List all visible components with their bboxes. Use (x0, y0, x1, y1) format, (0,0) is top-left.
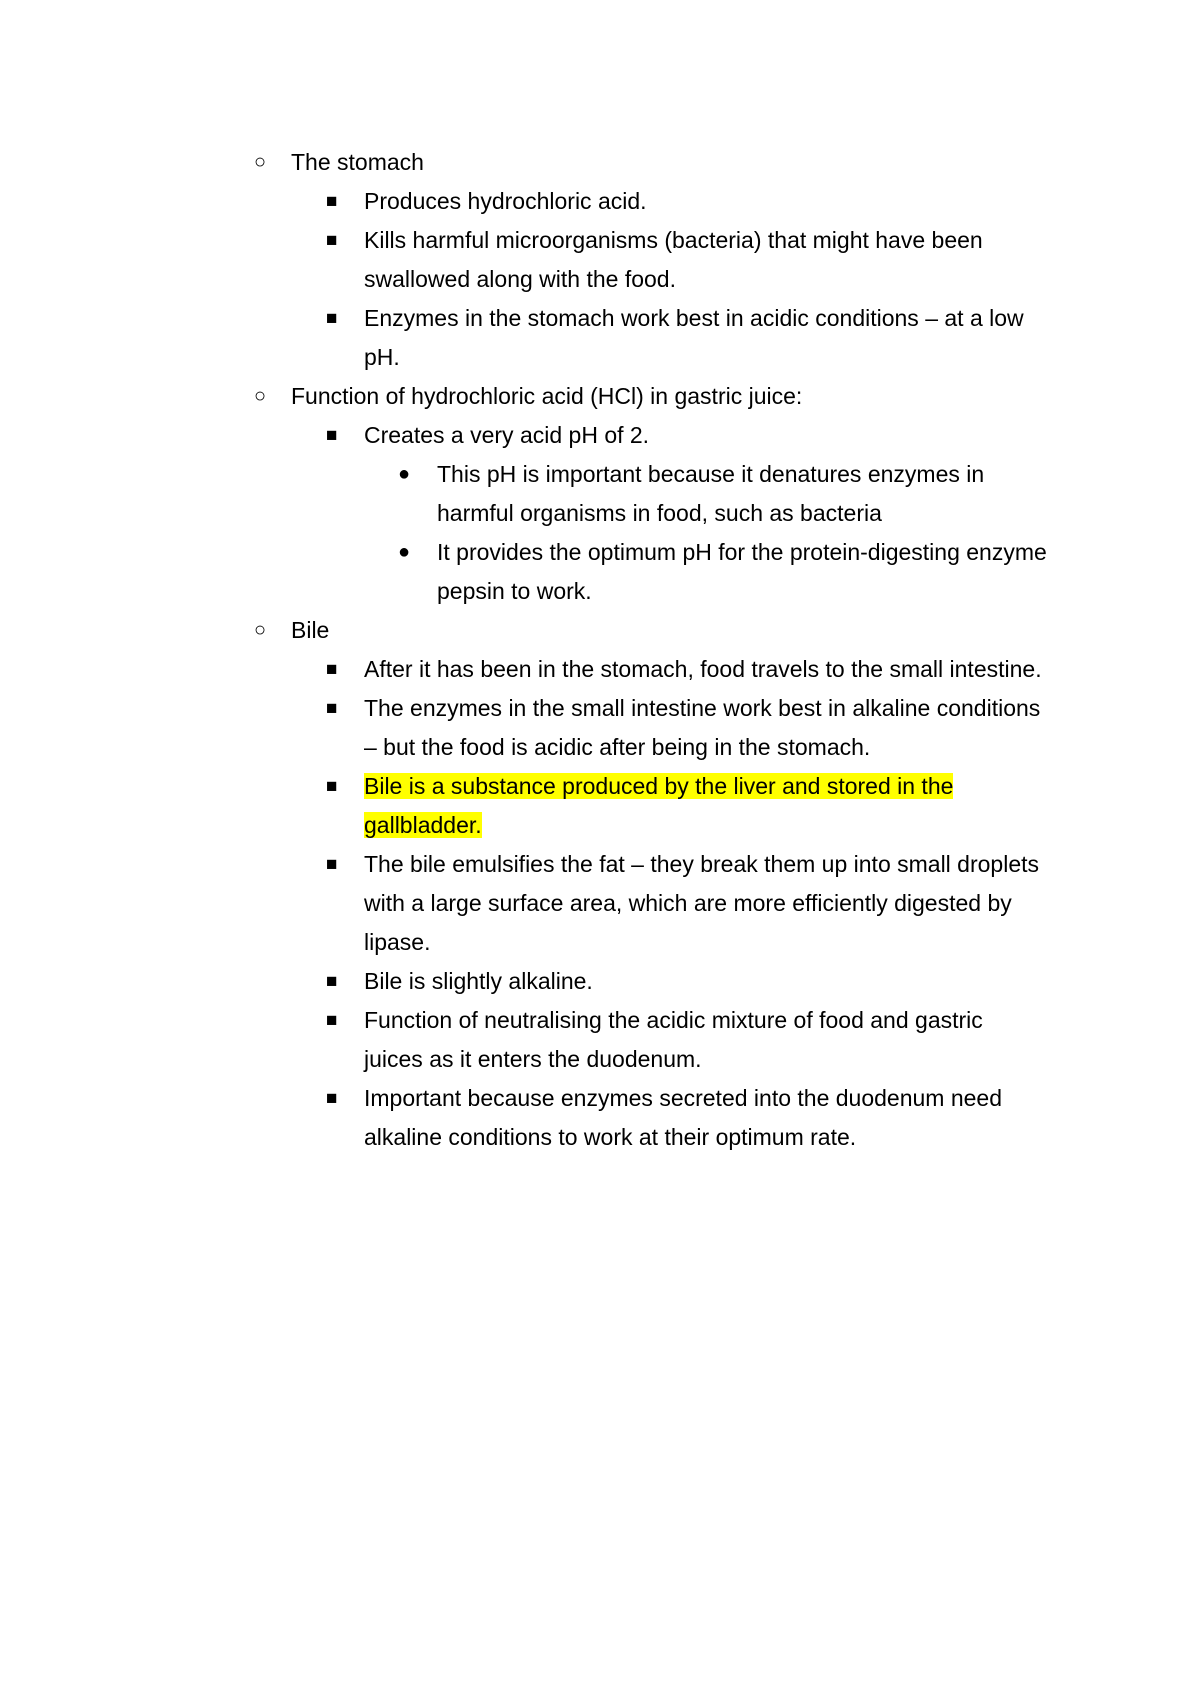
square-bullet-icon: ■ (326, 659, 338, 680)
list-item-text: The bile emulsifies the fat – they break them up into small droplets with a large surface area, which are more efficiently digested by lipase. (364, 851, 1040, 955)
list-item-highlighted (0, 767, 1044, 845)
list-item (0, 221, 1044, 299)
list-item (0, 182, 1044, 221)
list-item (0, 299, 1044, 377)
square-bullet-icon: ■ (326, 854, 338, 875)
list-item-text: Creates a very acid pH of 2. (364, 422, 650, 448)
square-bullet-icon: ■ (326, 971, 338, 992)
section-heading-hcl (0, 377, 1031, 416)
list-item (0, 962, 1044, 1001)
square-bullet-icon: ■ (326, 1088, 338, 1109)
square-bullet-icon: ■ (326, 1010, 338, 1031)
notes-list (0, 143, 1200, 1157)
list-item-text: Enzymes in the stomach work best in acidic conditions – at a low pH. (364, 305, 1024, 370)
list-item-text: Bile is slightly alkaline. (364, 968, 593, 994)
list-item-text: Function of neutralising the acidic mixture of food and gastric juices as it enters the duodenum. (364, 1007, 983, 1072)
section-heading-bile (0, 611, 1031, 650)
list-item-text: Important because enzymes secreted into the duodenum need alkaline conditions to work at their optimum rate. (364, 1085, 1003, 1150)
highlighted-text: Bile is a substance produced by the liver and stored in the gallbladder. (364, 773, 954, 838)
list-item (0, 1079, 1044, 1157)
list-item (0, 650, 1044, 689)
list-item (0, 1001, 1044, 1079)
sub-list-item (0, 455, 1047, 533)
sub-list-item (0, 533, 1047, 611)
square-bullet-icon: ■ (326, 230, 338, 251)
section-heading-text: Bile (291, 617, 330, 643)
square-bullet-icon: ■ (326, 191, 338, 212)
hollow-circle-bullet-icon: ○ (254, 619, 267, 641)
list-item (0, 845, 1044, 962)
filled-circle-bullet-icon: ● (398, 541, 411, 563)
list-item-text: After it has been in the stomach, food travels to the small intestine. (364, 656, 1042, 682)
section-heading-stomach (0, 143, 1031, 182)
section-heading-text: The stomach (291, 149, 424, 175)
section-heading-text: Function of hydrochloric acid (HCl) in gastric juice: (291, 383, 803, 409)
square-bullet-icon: ■ (326, 776, 338, 797)
list-item-text: The enzymes in the small intestine work best in alkaline conditions – but the food is acidic after being in the stomach. (364, 695, 1041, 760)
list-item (0, 689, 1044, 767)
filled-circle-bullet-icon: ● (398, 463, 411, 485)
list-item (0, 416, 1044, 455)
square-bullet-icon: ■ (326, 698, 338, 719)
hollow-circle-bullet-icon: ○ (254, 151, 267, 173)
square-bullet-icon: ■ (326, 425, 338, 446)
hollow-circle-bullet-icon: ○ (254, 385, 267, 407)
sub-list-item-text: It provides the optimum pH for the protein-digesting enzyme pepsin to work. (437, 539, 1047, 604)
square-bullet-icon: ■ (326, 308, 338, 329)
sub-list-item-text: This pH is important because it denatures enzymes in harmful organisms in food, such as bacteria (437, 461, 985, 526)
list-item-text: Produces hydrochloric acid. (364, 188, 647, 214)
list-item-text: Kills harmful microorganisms (bacteria) that might have been swallowed along with the food. (364, 227, 983, 292)
